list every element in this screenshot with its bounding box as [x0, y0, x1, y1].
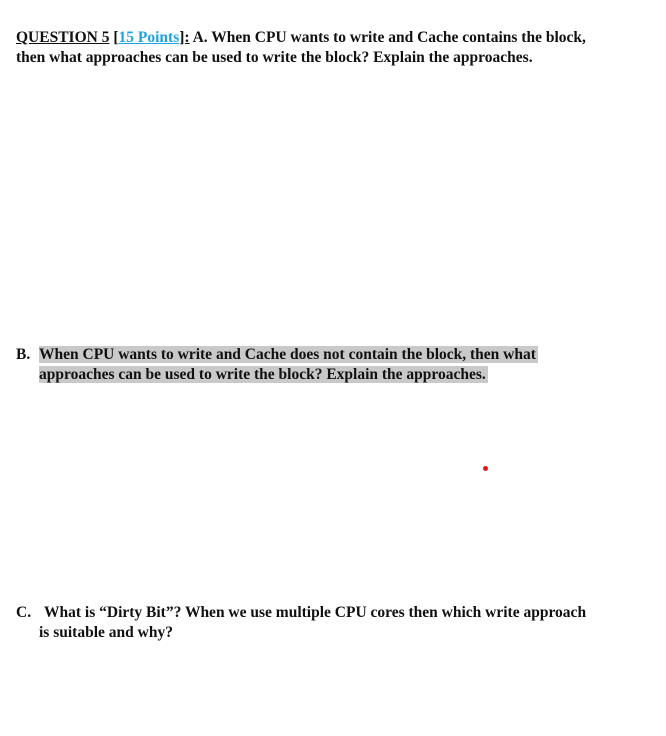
question-title: QUESTION 5 [16, 29, 110, 46]
part-c-text-line2: is suitable and why? [39, 624, 173, 641]
part-b-text-line2: approaches can be used to write the block? Explain the approaches. [39, 366, 486, 383]
part-b-label: B. [16, 346, 31, 363]
part-b-line1-wrap [39, 345, 538, 365]
part-c-label: C. [16, 604, 32, 621]
part-b-text-line1: When CPU wants to write and Cache does not contain the block, then what [39, 346, 536, 363]
red-cursor-dot [483, 466, 488, 471]
points-link[interactable]: 15 Points [118, 29, 180, 46]
part-a-line2: then what approaches can be used to write the block? Explain the approaches. [16, 49, 533, 66]
part-c-text-line1: What is “Dirty Bit”? When we use multiple CPU cores then which write approach [44, 604, 587, 621]
question-header [16, 28, 586, 48]
part-a-text-line1: When CPU wants to write and Cache contains the block, [211, 29, 586, 46]
part-a-label: A. [192, 29, 208, 46]
part-b-line2-wrap [39, 365, 488, 385]
bracket-open: [ [113, 29, 119, 46]
bracket-close: ]: [179, 29, 190, 46]
